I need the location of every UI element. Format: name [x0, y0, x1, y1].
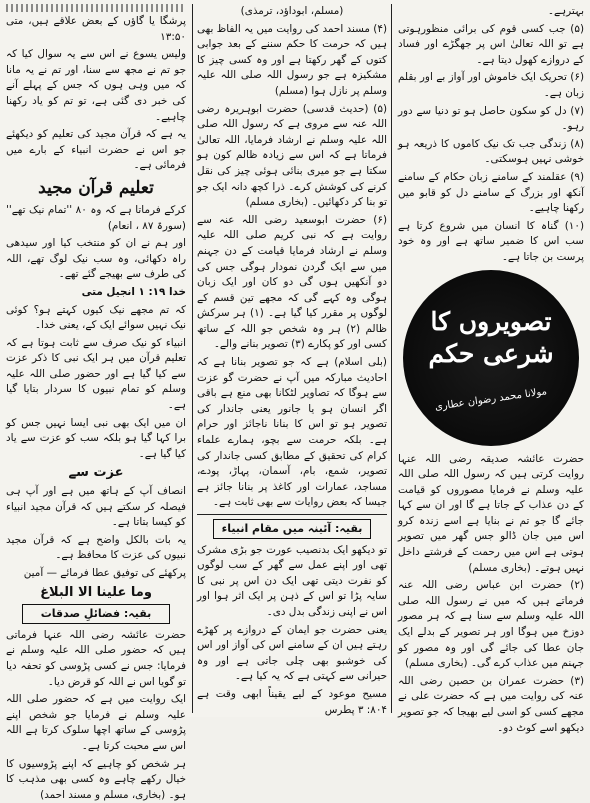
closing-line: وما علینا الا البلاغ: [40, 584, 152, 600]
left-para3-1: انصاف آپ کے ہاتھ میں ہے اور آپ ہی فیصلہ کر سکتے ہیں کہ قرآن مجید انبیاء کو کیسا بتاتا ہے۔: [6, 485, 186, 529]
right-para-1: (۵) جب کسی قوم کی برائی منظورہوتی ہے تو اللہ تعالیٰ اس پر جھگڑے اور فساد کے دروازے کھول دیتا ہے۔: [398, 22, 584, 66]
right-top: بہترہے۔: [547, 5, 584, 17]
columns: [6, 4, 584, 801]
mid-section-para-2: یعنی حضرت جو ایمان کے دروازے پر کھڑے رہتے ہیں ان کے سامنے اس کی آواز اور اس کی خوشبو بھی چلی جاتی ہے اور وہ حیرانی سے کہتی ہے کہ یہ کیا ہے۔: [197, 623, 387, 683]
mid-top-ref: (مسلم، ابوداؤد، ترمذی): [240, 5, 344, 17]
left-para2-1: کرکے فرماتا ہے کہ وہ ۸۰ ''تمام نیک تھے'' (سورۃ ۸۷ ، انعام): [6, 203, 186, 232]
right-para-3: (۷) دل کو سکون حاصل ہو تو دنیا سے دور رہو۔: [398, 104, 584, 133]
section-heading: تعلیم قرآن مجید: [38, 177, 154, 198]
logo-byline: مولانا محمد رضوان عطاری: [434, 386, 548, 413]
right-para-4: (۸) زندگی جب تک نیک کاموں کا ذریعہ ہو خوشی نہیں ہوسکتی۔: [398, 137, 584, 166]
mid-section-title: بقیہ: آئینہ میں مقام انبیاء: [213, 519, 371, 539]
middle-column: [192, 4, 392, 716]
left-para4-2: ایک روایت میں ہے کہ حضور صلی اللہ علیہ وسلم نے فرمایا جو شخص اپنے پڑوسی کے ساتھ اچھا سلوک کرتا ہے اللہ اس سے محبت کرتا ہے۔: [6, 693, 186, 752]
right-after-1: حضرت عائشہ صدیقہ رضی اللہ عنہا روایت کرتی ہیں کہ رسول اللہ صلی اللہ علیہ وسلم نے فرمایا مصوروں کو قیامت کے دن عذاب کے جاتا ہے گا اور ان سے کہا جائے گا جو تم نے بنایا ہے اسے زندہ کرو اس میں جان ڈالو جس گھر میں تصویر ہوتی ہے اس میں رحمت کے فرشتے داخل نہیں ہوتے۔ (بخاری مسلم): [398, 452, 584, 574]
left-para-2: یہ ہے کہ قرآن مجید کی تعلیم کو دیکھئے جو اس نے حضرت انبیاء کے بارے میں فرمائی ہے۔: [6, 128, 186, 172]
right-para-5: (۹) عقلمند کے سامنے زبان حکام کے سامنے آنکھ اور بزرگ کے سامنے دل کو قابو میں رکھنا چاہیے۔: [398, 170, 584, 215]
left-para2-4: کہ تم مجھے نیک کیوں کہتے ہو؟ کوئی نیک نہیں سوائے ایک کے، یعنی خدا۔: [6, 303, 186, 332]
mid-para-4: (بلی اسلام) ہے کہ جو تصویر بنانا ہے کہ احادیث مبارکہ میں آپ نے حضرت گو عزت سے ہوگا کہ تصاویر لٹکانا بھی منع ہے باقی اگر انسان ہو یا جانور یعنی جاندار کی تصویر ہو تو اس کا بنانا ناجائز اور حرام ہے۔ بلکہ حرمت سے بچو، ہمارے علماء کرام کی تحقیق کے مطابق کسی جاندار کی تصویر، شمع، بام، آسمان، پہاڑ، پودے، مساجد، عمارات اور کاغذ پر بنانا جائز ہے جیسا کہ بعض روایات سے بھی ثابت ہے۔: [197, 356, 387, 509]
left-para2-6: ان میں ایک بھی نبی ایسا نہیں جس کو برا کہا گیا ہو بلکہ سب کو عزت سے یاد کیا گیا ہے۔: [6, 416, 186, 460]
mid-para-1: (۴) مسند احمد کی روایت میں یہ الفاظ بھی ہیں کہ حرمت کا حکم سننے کے بعد جوابی کتوں کے گھر رکھتا ہے اور وہ کسی چیز کا مشکیزہ ہے جو رسول اللہ صلی اللہ علیہ وسلم پر نازل ہوا (مسلم): [197, 22, 387, 97]
right-column: [398, 4, 584, 734]
right-after-3: (۳) حضرت عمران بن حصین رضی اللہ عنہ کی روایت میں ہے کہ حضرت علی نے مجھے کسی کو اسی لیے بھیجا کہ جو تصویر دیکھو اسے کوٹ دو۔: [398, 674, 584, 734]
mid-para-2: (۵) (حدیث قدسی) حضرت ابوہریرہ رضی اللہ عنہ سے مروی ہے کہ رسول اللہ صلی اللہ علیہ وسلم نے ارشاد فرمایا، اللہ تعالیٰ فرماتا ہے کہ اس سے زیادہ ظالم کون ہو سکتا ہے جو میری بنائی ہوئی چیز کی نقل کرنے کی کوشش کرے۔ ذرا کچھ دانہ ایک جو تو بنا کر دکھائیں۔ (بخاری مسلم): [197, 102, 387, 209]
right-para-2: (۶) تحریک ایک خاموش اور آواز بے اور بقلم زبان ہے۔: [398, 71, 584, 99]
right-para-6: (۱۰) گناہ کا انسان میں شروع کرتا ہے سب اس کا ضمیر ساتھ ہے اور وہ خود پرست بن جاتا ہے۔: [398, 219, 584, 263]
left-column: [6, 4, 186, 801]
left-para4-1: حضرت عائشہ رضی اللہ عنہا فرماتی ہیں کہ حضور صلی اللہ علیہ وسلم نے فرمایا: جس نے کسی پڑوسی کو تحفہ دیا تو گویا اس نے اللہ کو قرض دیا۔: [6, 628, 186, 688]
bold-phrase: عزت سے: [68, 465, 124, 481]
left-para2-2: اور ہم نے ان کو منتخب کیا اور سیدھی راہ دکھائی، وہ سب نیک لوگ تھے، اللہ کی طرف سے بھیجے گئے تھے۔: [6, 237, 186, 281]
right-after-2: (۲) حضرت ابن عباس رضی اللہ عنہ فرماتے ہیں کہ میں نے رسول اللہ صلی اللہ علیہ وسلم سے سنا ہے کہ ہر مصور دوزخ میں ہوگا اور ہر تصویر کے بدلے ایک جان عطا کی جائے گی اور وہ مصور کو جہنم میں عذاب کرے گی۔ (بخاری مسلم): [398, 579, 584, 670]
left-para2-5: انبیاء کو نیک صرف سے ثابت ہوتا ہے کہ تعلیم قرآن میں ہر ایک نبی کا ذکر عزت سے کیا گیا ہے اور حضور صلی اللہ علیہ وسلم کو تمام نبیوں کا سردار بتایا گیا ہے۔: [6, 336, 186, 412]
left-para3-2: یہ بات بالکل واضح ہے کہ قرآن مجید نبیوں کی عزت کا محافظ ہے۔: [6, 533, 186, 562]
left-sub-heading: بقیہ: فضائلِ صدقات: [22, 604, 170, 624]
mid-section-para-3: مسیح موعود کے لیے یقیناً ابھی وقت ہے ۸۰۴: ۳ پطرس: [197, 687, 387, 716]
left-para4-3: ہر شخص کو چاہیے کہ اپنے پڑوسیوں کا خیال رکھے چاہے وہ کسی بھی مذہب کا ہو۔ (بخاری، مسلم و مسند احمد): [6, 757, 186, 801]
top-border-ornament: [6, 4, 186, 12]
left-top-line: پرشگا یا گاؤں کے بعض علاقے ہیں، متی ۱۳:۵۰: [6, 15, 186, 43]
left-para-1: ولیس یسوع نے اس سے یہ سوال کیا کہ جو تم نے مجھ سے سنا، اور تم نے یہ مانا کہ میں وہی ہوں کہ جس کے پہلے آنے کی خبر دی گئی ہے، تو تم کو یاد رکھنا چاہیے۔: [6, 48, 186, 123]
mid-para-3: (۶) حضرت ابوسعید رضی اللہ عنہ سے روایت ہے کہ نبی کریم صلی اللہ علیہ وسلم نے ارشاد فرمایا قیامت کے دن جہنم میں سے ایک گردن نمودار ہوگی جس کی دو آنکھیں ہوں گی دو کان اور ایک زبان ہوگی وہ کہے گی کہ مجھے تین قسم کے لوگوں پر مقرر کیا گیا ہے۔ (۱) ہر سرکش ظالم (۲) ہر وہ شخص جو اللہ کے ساتھ کسی اور کو پکارے (۳) تصویر بنانے والے۔: [197, 213, 388, 351]
left-para2-3: خدا ۱۹: ۱ انجیل متی: [81, 285, 186, 298]
mid-section-para-1: تو دیکھو ایک بدنصیب عورت جو بڑی مشرک تھی اور اپنے عمل سے گھر کے سب لوگوں کو نفرت دیتی تھی ایک دن اس پر نبی کا سایہ پڑا تو اس کے ذہن پر ایک اثر ہوا اور اس نے اپنی زندگی بدل دی۔: [197, 543, 387, 618]
mid-divider: [197, 514, 387, 515]
left-para3-3: پرکھئے کی توفیق عطا فرمائے — آمین: [23, 567, 186, 579]
logo-title: تصویروں کا شرعی حکم: [428, 306, 554, 368]
article-logo: [403, 270, 579, 446]
